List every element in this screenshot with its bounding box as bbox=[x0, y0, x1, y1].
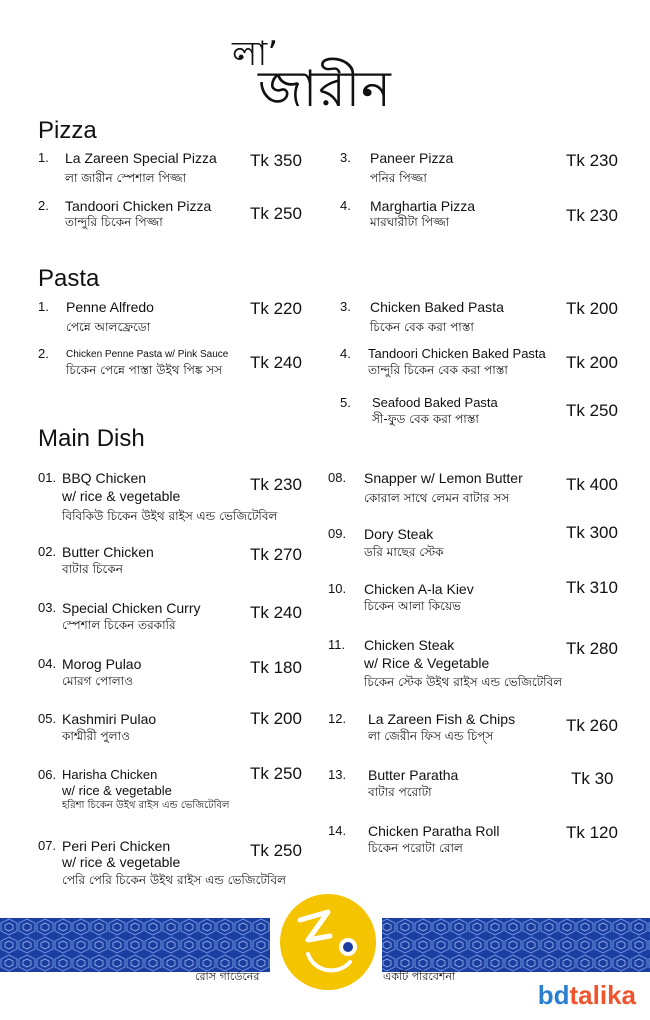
restaurant-logo bbox=[0, 0, 650, 120]
logo-zareen-text: জারীন bbox=[258, 60, 392, 118]
section-title-pasta: Pasta bbox=[38, 265, 100, 292]
rose-garden-logo bbox=[278, 892, 378, 992]
bdtalika-watermark: bdtalika bbox=[537, 980, 636, 1010]
footer-left-text: রোস গার্ডেনের bbox=[195, 970, 260, 983]
section-title-pizza: Pizza bbox=[38, 117, 97, 144]
section-title-main-dish: Main Dish bbox=[38, 425, 145, 452]
logo-la-text: লা’ bbox=[232, 34, 279, 74]
footer-right-text: একটি পরিবেশনা bbox=[383, 970, 456, 983]
